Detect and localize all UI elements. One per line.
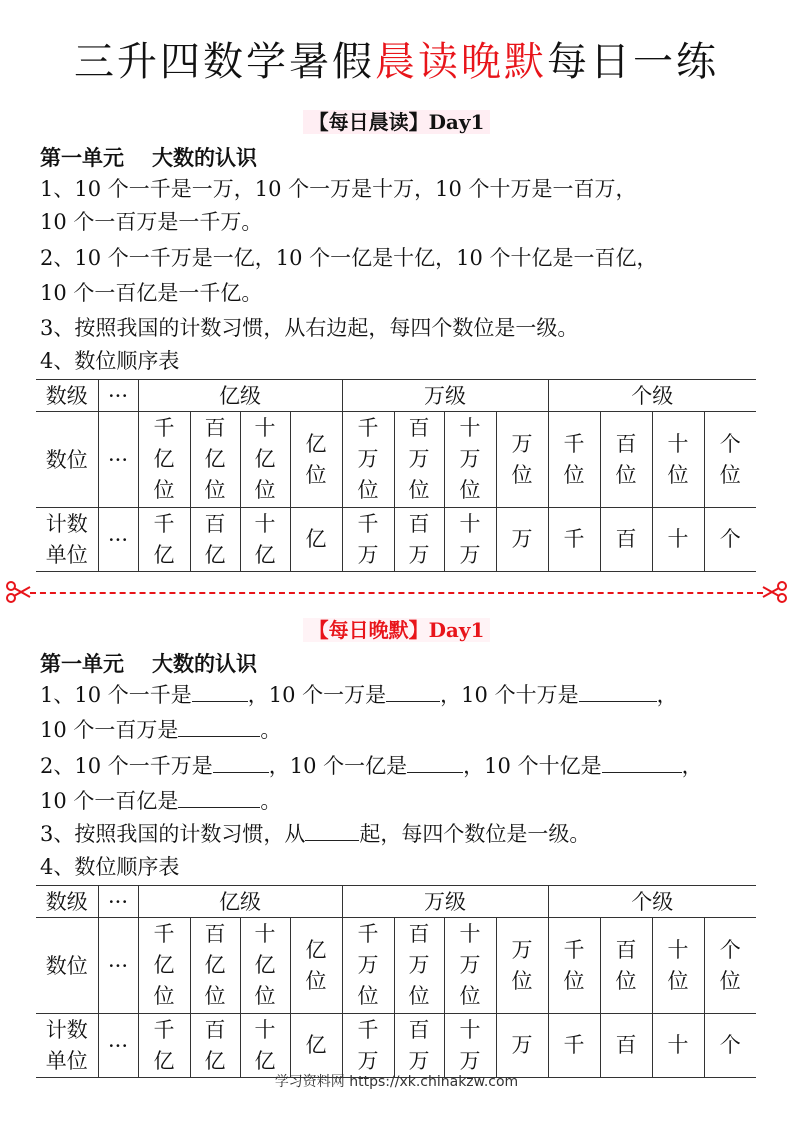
place-cell: 百 位 <box>600 412 652 508</box>
fill-blank[interactable] <box>192 679 248 702</box>
place-cell: 千 位 <box>548 918 600 1014</box>
unit-cell: 千 <box>548 508 600 572</box>
place-cell: 十 位 <box>652 918 704 1014</box>
morning-line: 3、按照我国的计数习惯，从右边起，每四个数位是一级。 <box>40 316 579 340</box>
row-dots: ··· <box>98 1014 138 1078</box>
unit-cell: 十 万 <box>444 1014 496 1078</box>
page-title <box>0 30 793 87</box>
shuwei-label: 数位 <box>36 918 98 1014</box>
unit-cell: 千 亿 <box>138 1014 190 1078</box>
place-cell: 十 万 位 <box>444 412 496 508</box>
fill-blank[interactable] <box>213 750 269 773</box>
unit-cell: 百 <box>600 508 652 572</box>
unit-cell: 个 <box>704 1014 756 1078</box>
place-cell: 百 万 位 <box>394 918 444 1014</box>
unit-cell: 个 <box>704 508 756 572</box>
footer-watermark: 学习资料网 https://xk.chinakzw.com <box>274 1074 519 1090</box>
evening-badge <box>0 614 793 643</box>
unit-cell: 百 <box>600 1014 652 1078</box>
unit-cell: 亿 <box>290 508 342 572</box>
header-yi: 亿级 <box>138 886 342 918</box>
morning-line: 10 个一百亿是一千亿。 <box>40 281 263 305</box>
unit-cell: 百 亿 <box>190 1014 240 1078</box>
jishu-label: 计数 单位 <box>36 1014 98 1078</box>
evening-line-6: 4、数位顺序表 <box>40 855 180 879</box>
header-wan: 万级 <box>342 380 548 412</box>
unit-topic: 大数的认识 <box>152 145 257 170</box>
unit-name: 第一单元 <box>40 145 124 170</box>
places-row <box>36 412 756 508</box>
fill-blank[interactable] <box>407 750 463 773</box>
morning-badge-text: 【每日晨读】Day1 <box>303 110 491 134</box>
place-cell: 十 万 位 <box>444 918 496 1014</box>
unit-cell: 千 万 <box>342 508 394 572</box>
header-dots: ··· <box>98 380 138 412</box>
unit-cell: 千 亿 <box>138 508 190 572</box>
place-cell: 千 万 位 <box>342 918 394 1014</box>
unit-cell: 万 <box>496 1014 548 1078</box>
header-wan: 万级 <box>342 886 548 918</box>
unit-cell: 十 <box>652 1014 704 1078</box>
title-part2: 每日一练 <box>547 39 719 85</box>
fill-blank[interactable] <box>602 750 682 773</box>
header-ge: 个级 <box>548 380 756 412</box>
fill-blank[interactable] <box>386 679 440 702</box>
unit-cell: 百 万 <box>394 1014 444 1078</box>
place-cell: 十 亿 位 <box>240 918 290 1014</box>
place-cell: 十 位 <box>652 412 704 508</box>
unit-cell: 千 <box>548 1014 600 1078</box>
header-shuji: 数级 <box>36 380 98 412</box>
morning-unit-title <box>40 142 257 172</box>
unit-cell: 十 <box>652 508 704 572</box>
row-dots: ··· <box>98 412 138 508</box>
place-cell: 万 位 <box>496 412 548 508</box>
units-row <box>36 1014 756 1078</box>
evening-badge-text: 【每日晚默】Day1 <box>303 618 491 642</box>
unit-cell: 百 万 <box>394 508 444 572</box>
title-highlight: 晨读晚默 <box>375 39 547 85</box>
morning-line: 2、10 个一千万是一亿，10 个一亿是十亿，10 个十亿是一百亿， <box>40 246 658 270</box>
header-ge: 个级 <box>548 886 756 918</box>
unit-cell: 十 亿 <box>240 508 290 572</box>
place-cell: 个 位 <box>704 918 756 1014</box>
unit-cell: 千 万 <box>342 1014 394 1078</box>
place-cell: 百 位 <box>600 918 652 1014</box>
title-part1: 三升四数学暑假 <box>74 39 375 85</box>
unit-cell: 万 <box>496 508 548 572</box>
fill-blank[interactable] <box>305 818 359 841</box>
place-cell: 千 位 <box>548 412 600 508</box>
units-row <box>36 508 756 572</box>
place-cell: 百 万 位 <box>394 412 444 508</box>
place-cell: 亿 位 <box>290 412 342 508</box>
row-dots: ··· <box>98 508 138 572</box>
morning-badge <box>0 106 793 135</box>
morning-line: 1、10 个一千是一万，10 个一万是十万，10 个十万是一百万， <box>40 177 637 201</box>
morning-line: 4、数位顺序表 <box>40 349 180 373</box>
morning-line: 10 个一百万是一千万。 <box>40 210 263 234</box>
header-dots: ··· <box>98 886 138 918</box>
fill-blank[interactable] <box>178 785 260 808</box>
unit-topic: 大数的认识 <box>152 651 257 676</box>
evening-line-2: 10 个一百万是 。 <box>40 714 281 745</box>
header-shuji: 数级 <box>36 886 98 918</box>
place-value-table <box>36 379 756 572</box>
unit-cell: 十 亿 <box>240 1014 290 1078</box>
place-cell: 万 位 <box>496 918 548 1014</box>
evening-line-4: 10 个一百亿是 。 <box>40 785 281 816</box>
jishu-label: 计数 单位 <box>36 508 98 572</box>
fill-blank[interactable] <box>178 714 260 737</box>
cut-line <box>30 592 763 594</box>
place-cell: 十 亿 位 <box>240 412 290 508</box>
place-cell: 百 亿 位 <box>190 412 240 508</box>
unit-cell: 十 万 <box>444 508 496 572</box>
evening-line-1: 1、10 个一千是 ，10 个一万是 ，10 个十万是 ， <box>40 679 678 710</box>
place-cell: 千 亿 位 <box>138 412 190 508</box>
place-cell: 百 亿 位 <box>190 918 240 1014</box>
evening-unit-title <box>40 648 257 678</box>
place-cell: 亿 位 <box>290 918 342 1014</box>
scissors-icon <box>761 578 789 606</box>
unit-cell: 亿 <box>290 1014 342 1078</box>
places-row <box>36 918 756 1014</box>
unit-cell: 百 亿 <box>190 508 240 572</box>
header-yi: 亿级 <box>138 380 342 412</box>
place-cell: 个 位 <box>704 412 756 508</box>
row-dots: ··· <box>98 918 138 1014</box>
evening-line-3: 2、10 个一千万是 ，10 个一亿是 ，10 个十亿是 ， <box>40 750 703 781</box>
shuwei-label: 数位 <box>36 412 98 508</box>
evening-line-5: 3、按照我国的计数习惯，从 起，每四个数位是一级。 <box>40 818 590 849</box>
place-value-table <box>36 885 756 1078</box>
place-cell: 千 万 位 <box>342 412 394 508</box>
scissors-icon <box>4 578 32 606</box>
place-cell: 千 亿 位 <box>138 918 190 1014</box>
unit-name: 第一单元 <box>40 651 124 676</box>
fill-blank[interactable] <box>579 679 657 702</box>
